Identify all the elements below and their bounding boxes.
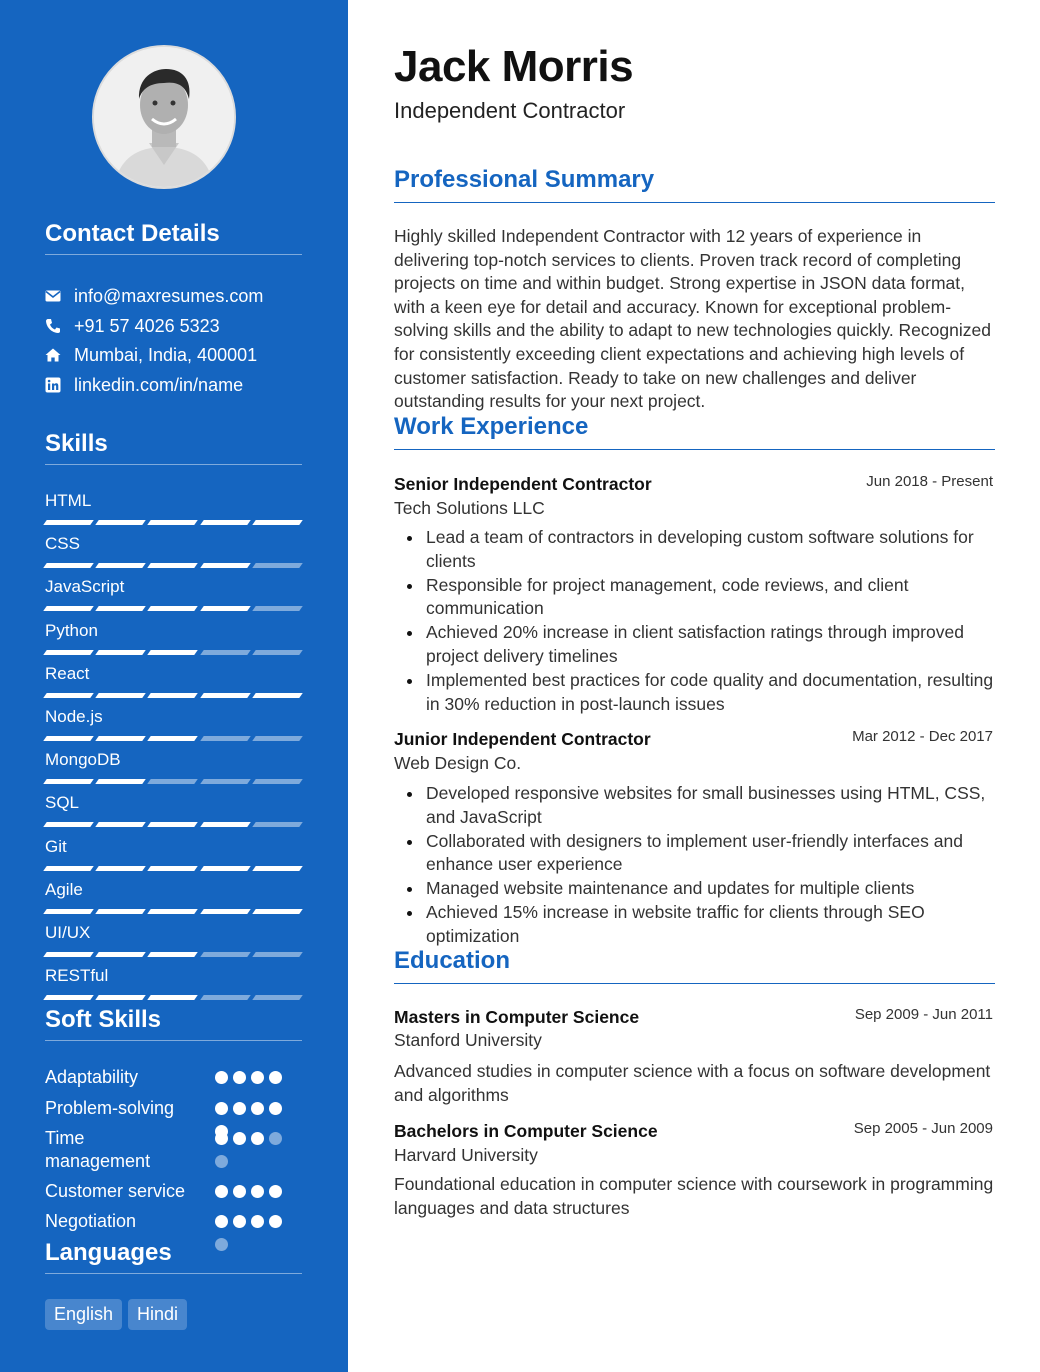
- skill-level-bar: [45, 606, 301, 611]
- skill-level-segment: [95, 693, 146, 698]
- skill-level-segment: [148, 779, 199, 784]
- degree-title: Bachelors in Computer Science: [394, 1121, 658, 1141]
- skill-label: RESTful: [45, 966, 109, 986]
- rating-dot: [269, 1215, 282, 1228]
- skill-level-segment: [252, 995, 303, 1000]
- soft-skill-label: Adaptability: [45, 1067, 139, 1087]
- list-item: Achieved 20% increase in client satisfaction ratings through improved project delivery timelines: [426, 621, 995, 669]
- soft-skill-label: Customer service: [45, 1181, 186, 1201]
- contact-heading: Contact Details: [45, 220, 302, 255]
- skill-level-bar: [45, 866, 301, 871]
- skill-level-segment: [95, 563, 146, 568]
- rating-dot: [269, 1132, 282, 1145]
- skill-level-segment: [95, 995, 146, 1000]
- list-item: Managed website maintenance and updates for multiple clients: [426, 877, 995, 901]
- candidate-name: Jack Morris: [394, 42, 634, 91]
- rating-dot: [251, 1215, 264, 1228]
- list-item: Collaborated with designers to implement user-friendly interfaces and enhance user experience: [426, 830, 995, 878]
- skill-level-bar: [45, 563, 301, 568]
- job-dates: Mar 2012 - Dec 2017: [852, 728, 993, 745]
- skill-level-segment: [252, 952, 303, 957]
- soft-skill-rating: [215, 1185, 287, 1198]
- skill-level-segment: [95, 520, 146, 525]
- home-icon: [45, 347, 61, 363]
- list-item: Implemented best practices for code quality and documentation, resulting in 30% reduction in post-launch issues: [426, 669, 995, 717]
- skill-level-segment: [43, 563, 94, 568]
- contact-email[interactable]: [45, 285, 263, 307]
- job-bullets: [394, 526, 995, 716]
- skill-level-segment: [200, 650, 251, 655]
- list-item: Lead a team of contractors in developing custom software solutions for clients: [426, 526, 995, 574]
- skill-level-segment: [148, 650, 199, 655]
- soft-skill-label: Problem-solving: [45, 1098, 175, 1118]
- contact-email-text: info@maxresumes.com: [74, 285, 264, 306]
- skill-label: Node.js: [45, 707, 103, 726]
- skill-label: MongoDB: [45, 750, 121, 770]
- skill-label: CSS: [45, 534, 80, 554]
- candidate-title: Independent Contractor: [394, 98, 626, 123]
- language-chip: Hindi: [128, 1299, 187, 1330]
- skill-level-segment: [148, 606, 199, 611]
- skill-level-segment: [252, 779, 303, 784]
- rating-dot: [233, 1185, 246, 1198]
- skill-label: UI/UX: [45, 923, 91, 942]
- skill-level-segment: [252, 650, 303, 655]
- skill-label: Agile: [45, 879, 83, 899]
- skill-level-segment: [200, 952, 251, 957]
- summary-heading: Professional Summary: [394, 166, 995, 203]
- rating-dot: [215, 1215, 228, 1228]
- rating-dot: [251, 1132, 264, 1145]
- skill-level-segment: [200, 866, 251, 871]
- skill-level-bar: [45, 736, 301, 741]
- language-chip: English: [45, 1299, 122, 1330]
- degree-description: Advanced studies in computer science with a focus on software development and algorithms: [394, 1061, 991, 1105]
- skill-level-segment: [43, 693, 94, 698]
- skill-level-bar: [45, 909, 301, 914]
- skill-level-bar: [45, 520, 301, 525]
- soft-skill-rating: [215, 1132, 287, 1168]
- degree-title: Masters in Computer Science: [394, 1007, 640, 1027]
- skill-level-segment: [252, 736, 303, 741]
- skills-heading: Skills: [45, 430, 302, 465]
- skill-level-segment: [252, 606, 303, 611]
- skill-level-segment: [200, 563, 251, 568]
- skill-level-segment: [200, 736, 251, 741]
- summary-text: Highly skilled Independent Contractor with 12 years of experience in delivering top-notch services to clients. Proven track record of completing projects on time and within budget. Strong expertise in JSON data format, with a keen eye for detail and accuracy. Known for exceptional problem-solving skills and the ability to adapt to new technologies quickly. Recognized for consistently exceeding client expectations and achieving high levels of customer satisfaction. Ready to take on new challenges and deliver outstanding results for your next project.: [394, 226, 991, 412]
- skill-level-bar: [45, 650, 301, 655]
- skill-level-segment: [252, 866, 303, 871]
- skill-level-segment: [43, 606, 94, 611]
- skill-level-segment: [148, 563, 199, 568]
- skill-level-segment: [252, 520, 303, 525]
- skill-level-segment: [95, 952, 146, 957]
- phone-icon: [45, 318, 61, 334]
- rating-dot: [233, 1102, 246, 1115]
- rating-dot: [215, 1185, 228, 1198]
- skill-level-segment: [148, 952, 199, 957]
- skill-level-segment: [148, 866, 199, 871]
- skill-label: Git: [45, 836, 67, 856]
- rating-dot: [215, 1071, 228, 1084]
- skill-level-segment: [95, 779, 146, 784]
- rating-dot: [233, 1071, 246, 1084]
- rating-dot: [215, 1102, 228, 1115]
- sidebar: [0, 0, 348, 1372]
- skill-level-bar: [45, 995, 301, 1000]
- skill-level-segment: [148, 909, 199, 914]
- soft-skill-label: Time management: [45, 1128, 151, 1171]
- experience-heading: Work Experience: [394, 413, 995, 450]
- job-company: Web Design Co.: [394, 753, 522, 773]
- skill-level-segment: [148, 736, 199, 741]
- skill-level-segment: [200, 822, 251, 827]
- skill-level-bar: [45, 779, 301, 784]
- skill-label: HTML: [45, 491, 92, 510]
- linkedin-icon: [45, 377, 61, 393]
- skill-level-segment: [43, 520, 94, 525]
- skill-level-segment: [148, 995, 199, 1000]
- skill-level-segment: [200, 520, 251, 525]
- degree-dates: Sep 2005 - Jun 2009: [853, 1120, 993, 1137]
- skill-level-segment: [43, 909, 94, 914]
- school-name: Stanford University: [394, 1030, 542, 1050]
- rating-dot: [215, 1132, 228, 1145]
- skill-level-segment: [252, 909, 303, 914]
- rating-dot: [233, 1132, 246, 1145]
- contact-address: [45, 344, 257, 366]
- skill-level-segment: [95, 909, 146, 914]
- rating-dot: [269, 1185, 282, 1198]
- envelope-icon: [45, 288, 61, 304]
- skill-label: JavaScript: [45, 577, 125, 597]
- contact-linkedin-text: linkedin.com/in/name: [74, 374, 244, 395]
- job-bullets: [394, 782, 995, 949]
- contact-phone[interactable]: [45, 315, 220, 337]
- skill-level-segment: [43, 736, 94, 741]
- list-item: Developed responsive websites for small businesses using HTML, CSS, and JavaScript: [426, 782, 995, 830]
- languages-heading: Languages: [45, 1239, 302, 1274]
- skill-level-segment: [252, 822, 303, 827]
- skill-level-segment: [200, 995, 251, 1000]
- skill-level-segment: [252, 563, 303, 568]
- skill-level-segment: [43, 995, 94, 1000]
- skill-level-segment: [200, 909, 251, 914]
- skill-level-segment: [43, 822, 94, 827]
- skill-level-bar: [45, 693, 301, 698]
- rating-dot: [269, 1071, 282, 1084]
- skill-label: React: [45, 663, 90, 683]
- list-item: Achieved 15% increase in website traffic for clients through SEO optimization: [426, 901, 995, 949]
- rating-dot: [215, 1155, 228, 1168]
- skill-level-segment: [95, 606, 146, 611]
- job-dates: Jun 2018 - Present: [866, 473, 993, 490]
- list-item: Responsible for project management, code reviews, and client communication: [426, 574, 995, 622]
- skill-level-segment: [148, 693, 199, 698]
- job-company: Tech Solutions LLC: [394, 498, 545, 518]
- skill-level-segment: [200, 779, 251, 784]
- avatar: [92, 45, 236, 189]
- rating-dot: [251, 1102, 264, 1115]
- school-name: Harvard University: [394, 1145, 538, 1165]
- education-heading: Education: [394, 947, 995, 984]
- contact-phone-text: +91 57 4026 5323: [74, 315, 220, 336]
- soft-skill-label: Negotiation: [45, 1211, 137, 1231]
- contact-address-text: Mumbai, India, 400001: [74, 344, 258, 365]
- skill-level-segment: [148, 822, 199, 827]
- rating-dot: [251, 1185, 264, 1198]
- skill-level-bar: [45, 952, 301, 957]
- soft-skills-heading: Soft Skills: [45, 1006, 302, 1041]
- skill-level-segment: [200, 606, 251, 611]
- skill-level-segment: [43, 952, 94, 957]
- job-title: Junior Independent Contractor: [394, 729, 651, 749]
- profile-photo: [94, 47, 234, 187]
- skill-level-segment: [148, 520, 199, 525]
- skill-level-segment: [43, 866, 94, 871]
- skill-level-segment: [200, 693, 251, 698]
- rating-dot: [269, 1102, 282, 1115]
- skill-label: SQL: [45, 793, 80, 813]
- skill-label: Python: [45, 620, 98, 640]
- rating-dot: [233, 1215, 246, 1228]
- soft-skill-rating: [215, 1071, 287, 1084]
- skill-level-bar: [45, 822, 301, 827]
- rating-dot: [251, 1071, 264, 1084]
- skill-level-segment: [95, 822, 146, 827]
- skill-level-segment: [43, 779, 94, 784]
- skill-level-segment: [95, 736, 146, 741]
- contact-linkedin[interactable]: [45, 374, 243, 396]
- degree-dates: Sep 2009 - Jun 2011: [854, 1006, 993, 1023]
- skill-level-segment: [252, 693, 303, 698]
- job-title: Senior Independent Contractor: [394, 474, 652, 494]
- skill-level-segment: [95, 866, 146, 871]
- skill-level-segment: [95, 650, 146, 655]
- degree-description: Foundational education in computer science with coursework in programming languages and data structures: [394, 1174, 994, 1218]
- skill-level-segment: [43, 650, 94, 655]
